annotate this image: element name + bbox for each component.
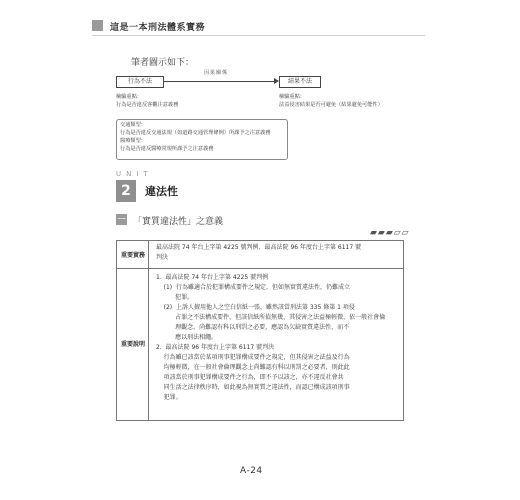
intro-text: 筆者圖示如下： (131, 58, 195, 68)
page-number: A-24 (240, 466, 263, 476)
diagram-right-note (279, 93, 383, 109)
diagram-arrow-label: 因果關係 (204, 70, 229, 76)
table-divider (117, 268, 403, 269)
book-title: 這是一本刑法體系實務 (110, 23, 206, 33)
unit-number: 2 (116, 180, 136, 202)
diagram-right-box: 結果不法 (279, 76, 321, 88)
left-note-line: 行為是否違反客觀注意義務 (116, 102, 179, 108)
diagram-left-note (116, 93, 178, 109)
decorative-bars-icon: ▰▰▰▱▱ (370, 228, 410, 238)
type-frame-text (120, 121, 270, 153)
table-row-practice-value (156, 243, 361, 263)
section-title: 「實質違法性」之意義 (133, 217, 224, 227)
cell-line: 最高法院 74 年台上字第 4225 號判例、最高法院 96 年度台上字第 6117 號 (156, 244, 362, 251)
unit-label: UNIT (116, 170, 153, 178)
section-number: 一 (117, 215, 126, 224)
diagram-arrow (164, 81, 277, 82)
frame-line: 行為是否違反醫療常規所課予之注意義務 (120, 146, 214, 152)
cell-line: (1) 行為雖適合於犯罪構成要件之規定，但如無實質違法性，仍難成立 (156, 284, 350, 291)
cell-line: 占罪之不法構成要件，但該信紙所值無幾，其侵害之法益極輕微，依一般社會倫 (156, 314, 386, 321)
cell-line: 理觀念，尚難認有科以刑罰之必要，應認為欠缺實質違法性，而不 (156, 324, 350, 331)
cell-line: 犯罪。 (156, 394, 182, 401)
cell-line: 2. 最高法院 96 年度台上字第 6117 號判決 (156, 344, 275, 351)
right-note-line: 檢驗重點： (279, 94, 305, 100)
left-note-line: 檢驗重點： (116, 94, 142, 100)
header-marker (92, 20, 103, 31)
right-note-line: 法益侵害結果是否可避免（結果避免可能性） (279, 102, 383, 108)
cell-line: 同生活之法律秩序時，如此視為無實質之違法性，而認已構成該項刑事 (156, 384, 350, 391)
table-key-practice: 重要實務 (120, 252, 145, 259)
cell-line: 判決 (156, 254, 169, 261)
frame-line: 交通類型： (120, 122, 146, 128)
cell-line: 行為雖已該當於某項刑事犯罪構成要件之規定，但其侵害之法益及行為 (156, 354, 350, 361)
cell-line: 項該當於刑事犯罪構成要件之行為，即不予以該之，亦不違反社會共 (156, 374, 344, 381)
cell-line: 應以刑法相繩。 (156, 334, 218, 341)
cell-line: 均極輕微，在一般社會倫理觀念上尚難認有科以刑罰之必要者，則此此 (156, 364, 350, 371)
cell-line: (2) 上訴人擅用他人之空白信紙一張，雖然該當刑法第 335 條第 1 項侵 (156, 304, 355, 311)
table-key-explanation: 重要說明 (120, 341, 145, 348)
frame-line: 行為是否違反交通法規（如道路交通管理條例）所課予之注意義務 (120, 130, 271, 136)
table-row-explanation-value (156, 273, 385, 403)
frame-line: 醫療類型： (120, 138, 146, 144)
header-divider (92, 35, 425, 36)
cell-line: 1. 最高法院 74 年台上字第 4225 號判例 (156, 274, 269, 281)
diagram-left-box: 行為不法 (116, 76, 164, 88)
cell-line: 犯罪。 (156, 294, 194, 301)
unit-title: 違法性 (145, 185, 178, 198)
